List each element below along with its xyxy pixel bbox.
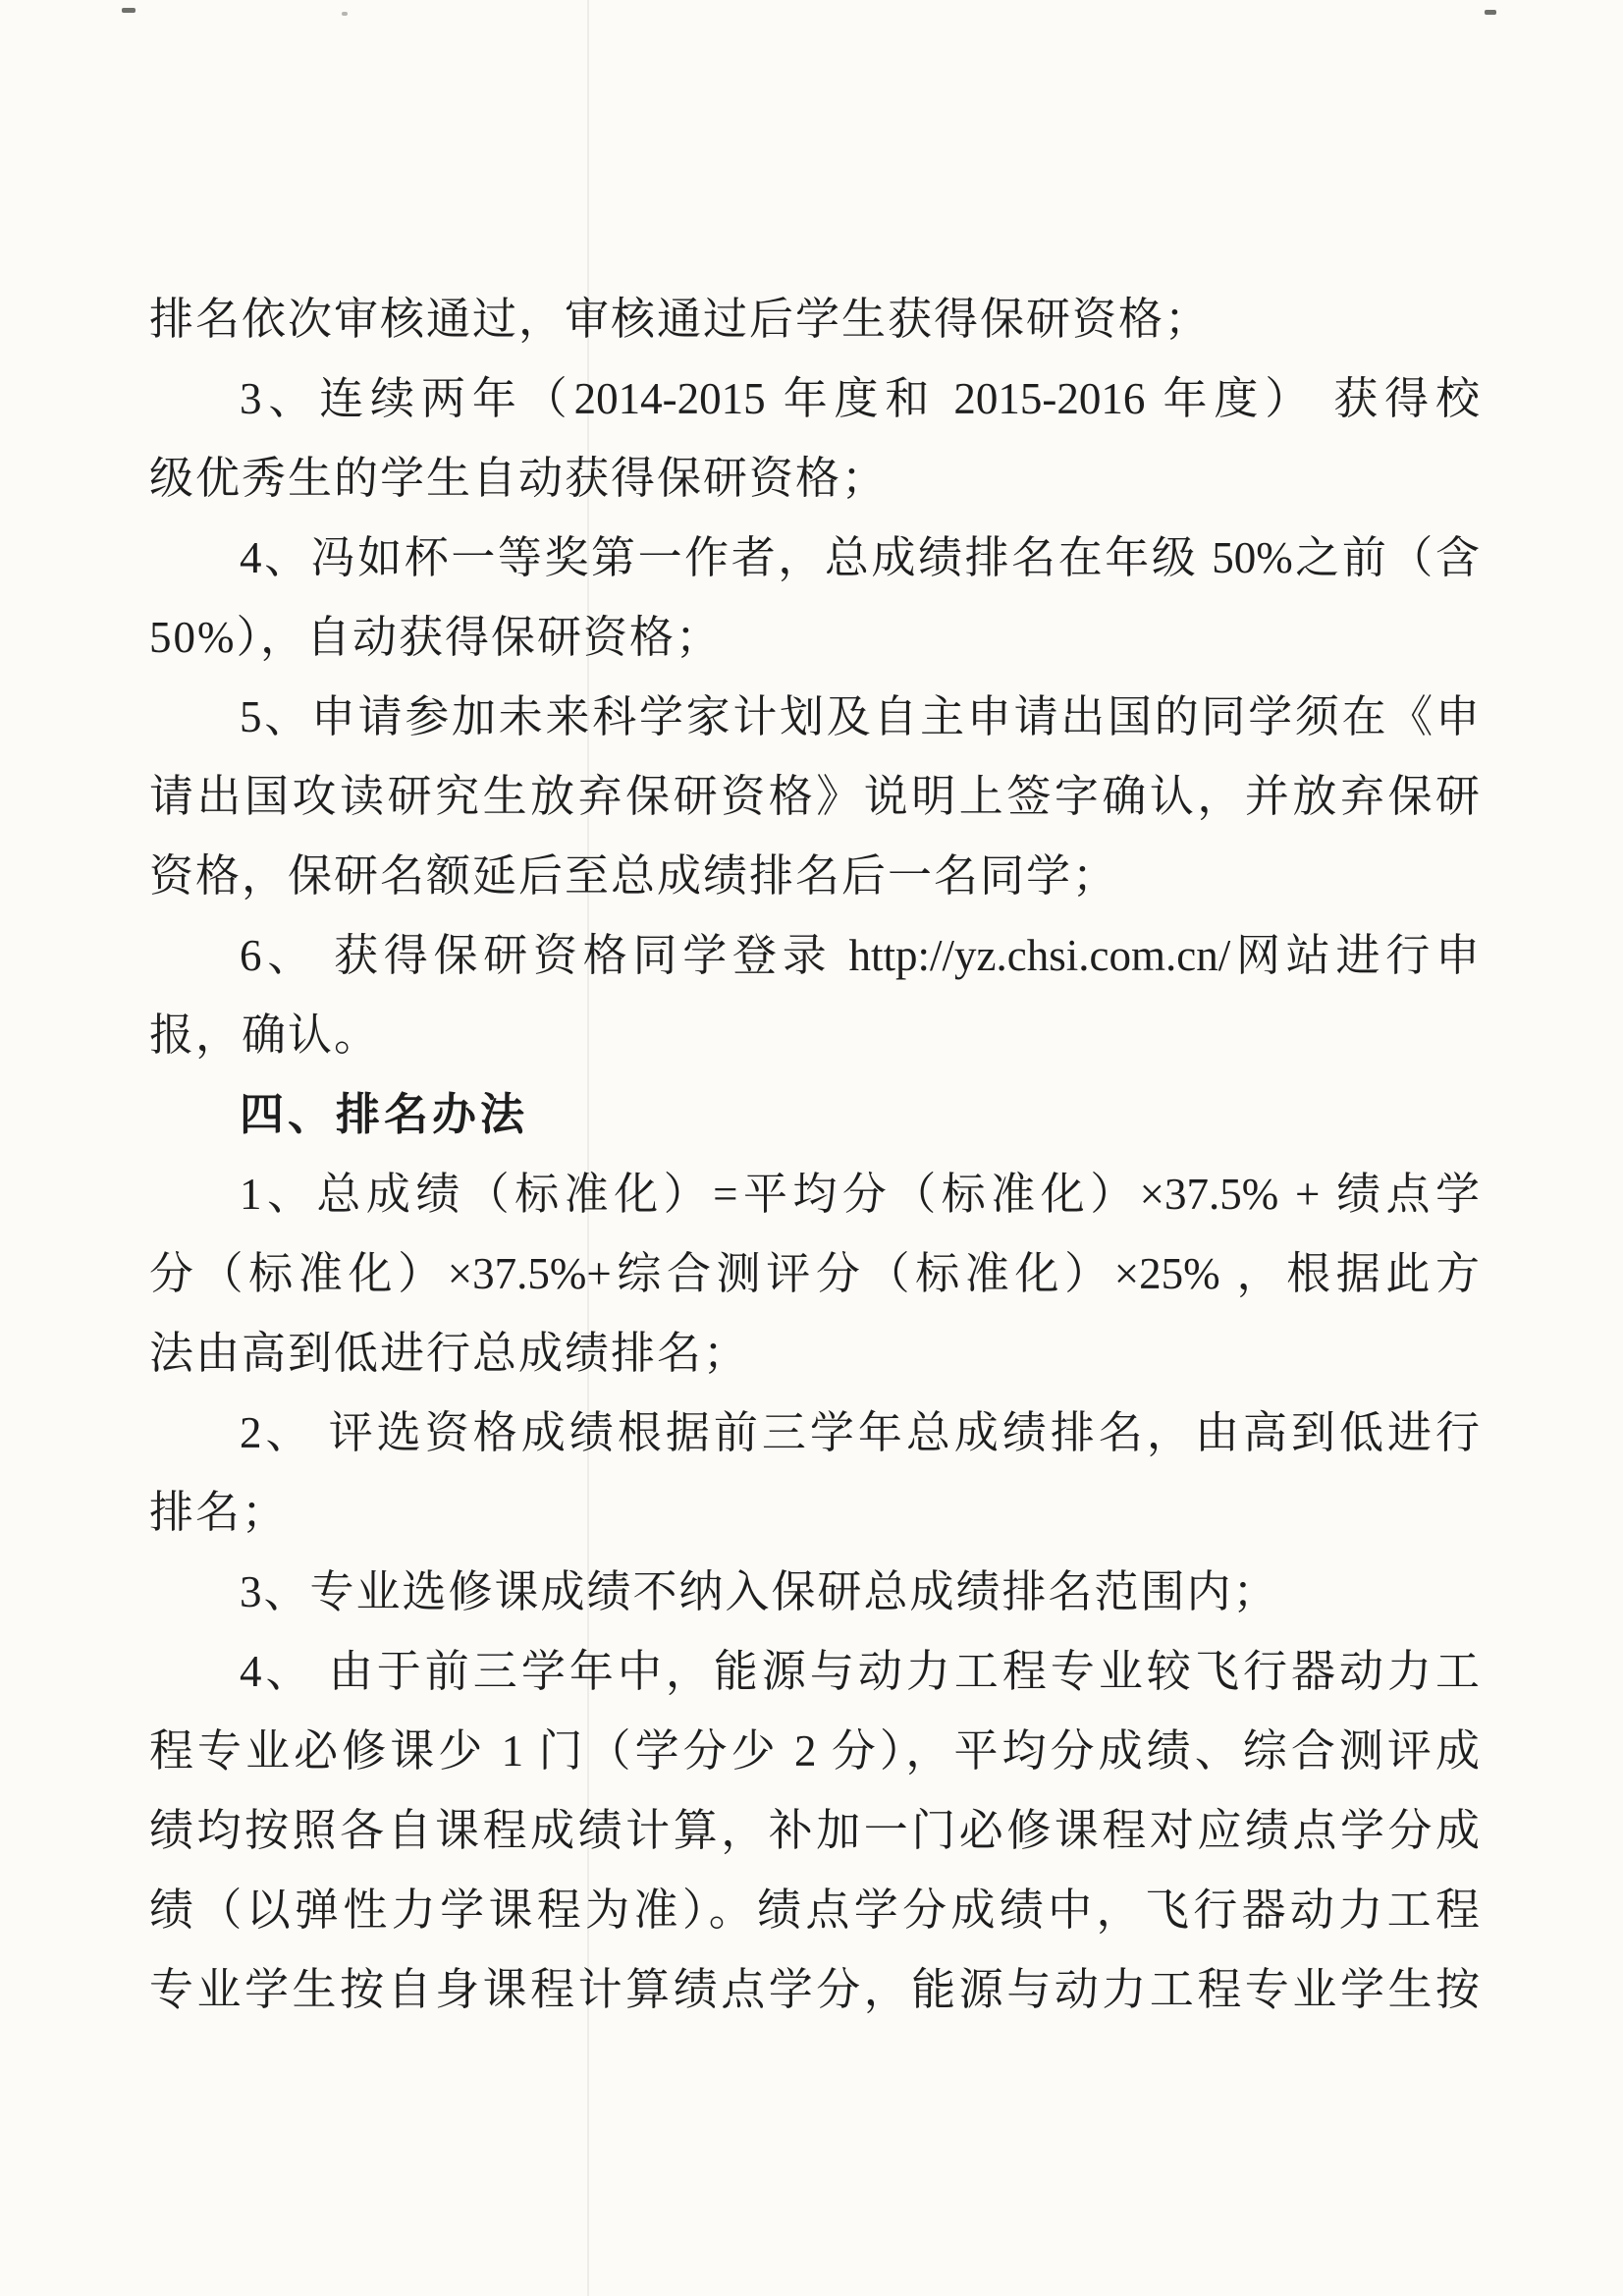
text-line: 法由高到低进行总成绩排名； xyxy=(149,1329,750,1378)
text-line: 4、 由于前三学年中，能源与动力工程专业较飞行器动力工 xyxy=(240,1647,1480,1696)
text-line: 报，确认。 xyxy=(149,1011,381,1060)
text-line: 排名； xyxy=(149,1488,289,1537)
text-line: 3、连续两年（2014-2015 年度和 2015-2016 年度） 获得校 xyxy=(240,374,1480,423)
scan-speck xyxy=(122,8,135,13)
text-line: 程专业必修课少 1 门（学分少 2 分），平均分成绩、综合测评成 xyxy=(149,1726,1480,1776)
text-line: 级优秀生的学生自动获得保研资格； xyxy=(149,454,889,503)
text-line: 请出国攻读研究生放弃保研资格》说明上签字确认，并放弃保研 xyxy=(149,772,1480,821)
text-line: 50%），自动获得保研资格； xyxy=(149,613,722,662)
text-line: 5、申请参加未来科学家计划及自主申请出国的同学须在《申 xyxy=(240,692,1480,741)
scan-speck xyxy=(1485,10,1496,15)
text-line: 1、总成绩（标准化）=平均分（标准化）×37.5% + 绩点学 xyxy=(240,1170,1480,1219)
text-line: 排名依次审核通过，审核通过后学生获得保研资格； xyxy=(149,295,1212,344)
text-line: 资格，保研名额延后至总成绩排名后一名同学； xyxy=(149,851,1119,901)
text-line: 绩（以弹性力学课程为准）。绩点学分成绩中，飞行器动力工程 xyxy=(149,1886,1480,1935)
scan-speck xyxy=(342,12,348,16)
text-line: 分（标准化）×37.5%+综合测评分（标准化）×25% ，根据此方 xyxy=(149,1249,1480,1298)
document-body xyxy=(149,280,1480,2030)
text-line: 绩均按照各自课程成绩计算，补加一门必修课程对应绩点学分成 xyxy=(149,1806,1480,1855)
text-line: 4、冯如杯一等奖第一作者，总成绩排名在年级 50%之前（含 xyxy=(240,533,1480,582)
text-line: 专业学生按自身课程计算绩点学分，能源与动力工程专业学生按 xyxy=(149,1965,1480,2014)
section-heading: 四、排名办法 xyxy=(240,1090,529,1139)
text-line: 2、 评选资格成绩根据前三学年总成绩排名，由高到低进行 xyxy=(240,1408,1480,1457)
text-line: 6、 获得保研资格同学登录 http://yz.chsi.com.cn/网站进行申 xyxy=(240,931,1480,980)
text-line: 3、专业选修课成绩不纳入保研总成绩排名范围内； xyxy=(240,1567,1279,1616)
